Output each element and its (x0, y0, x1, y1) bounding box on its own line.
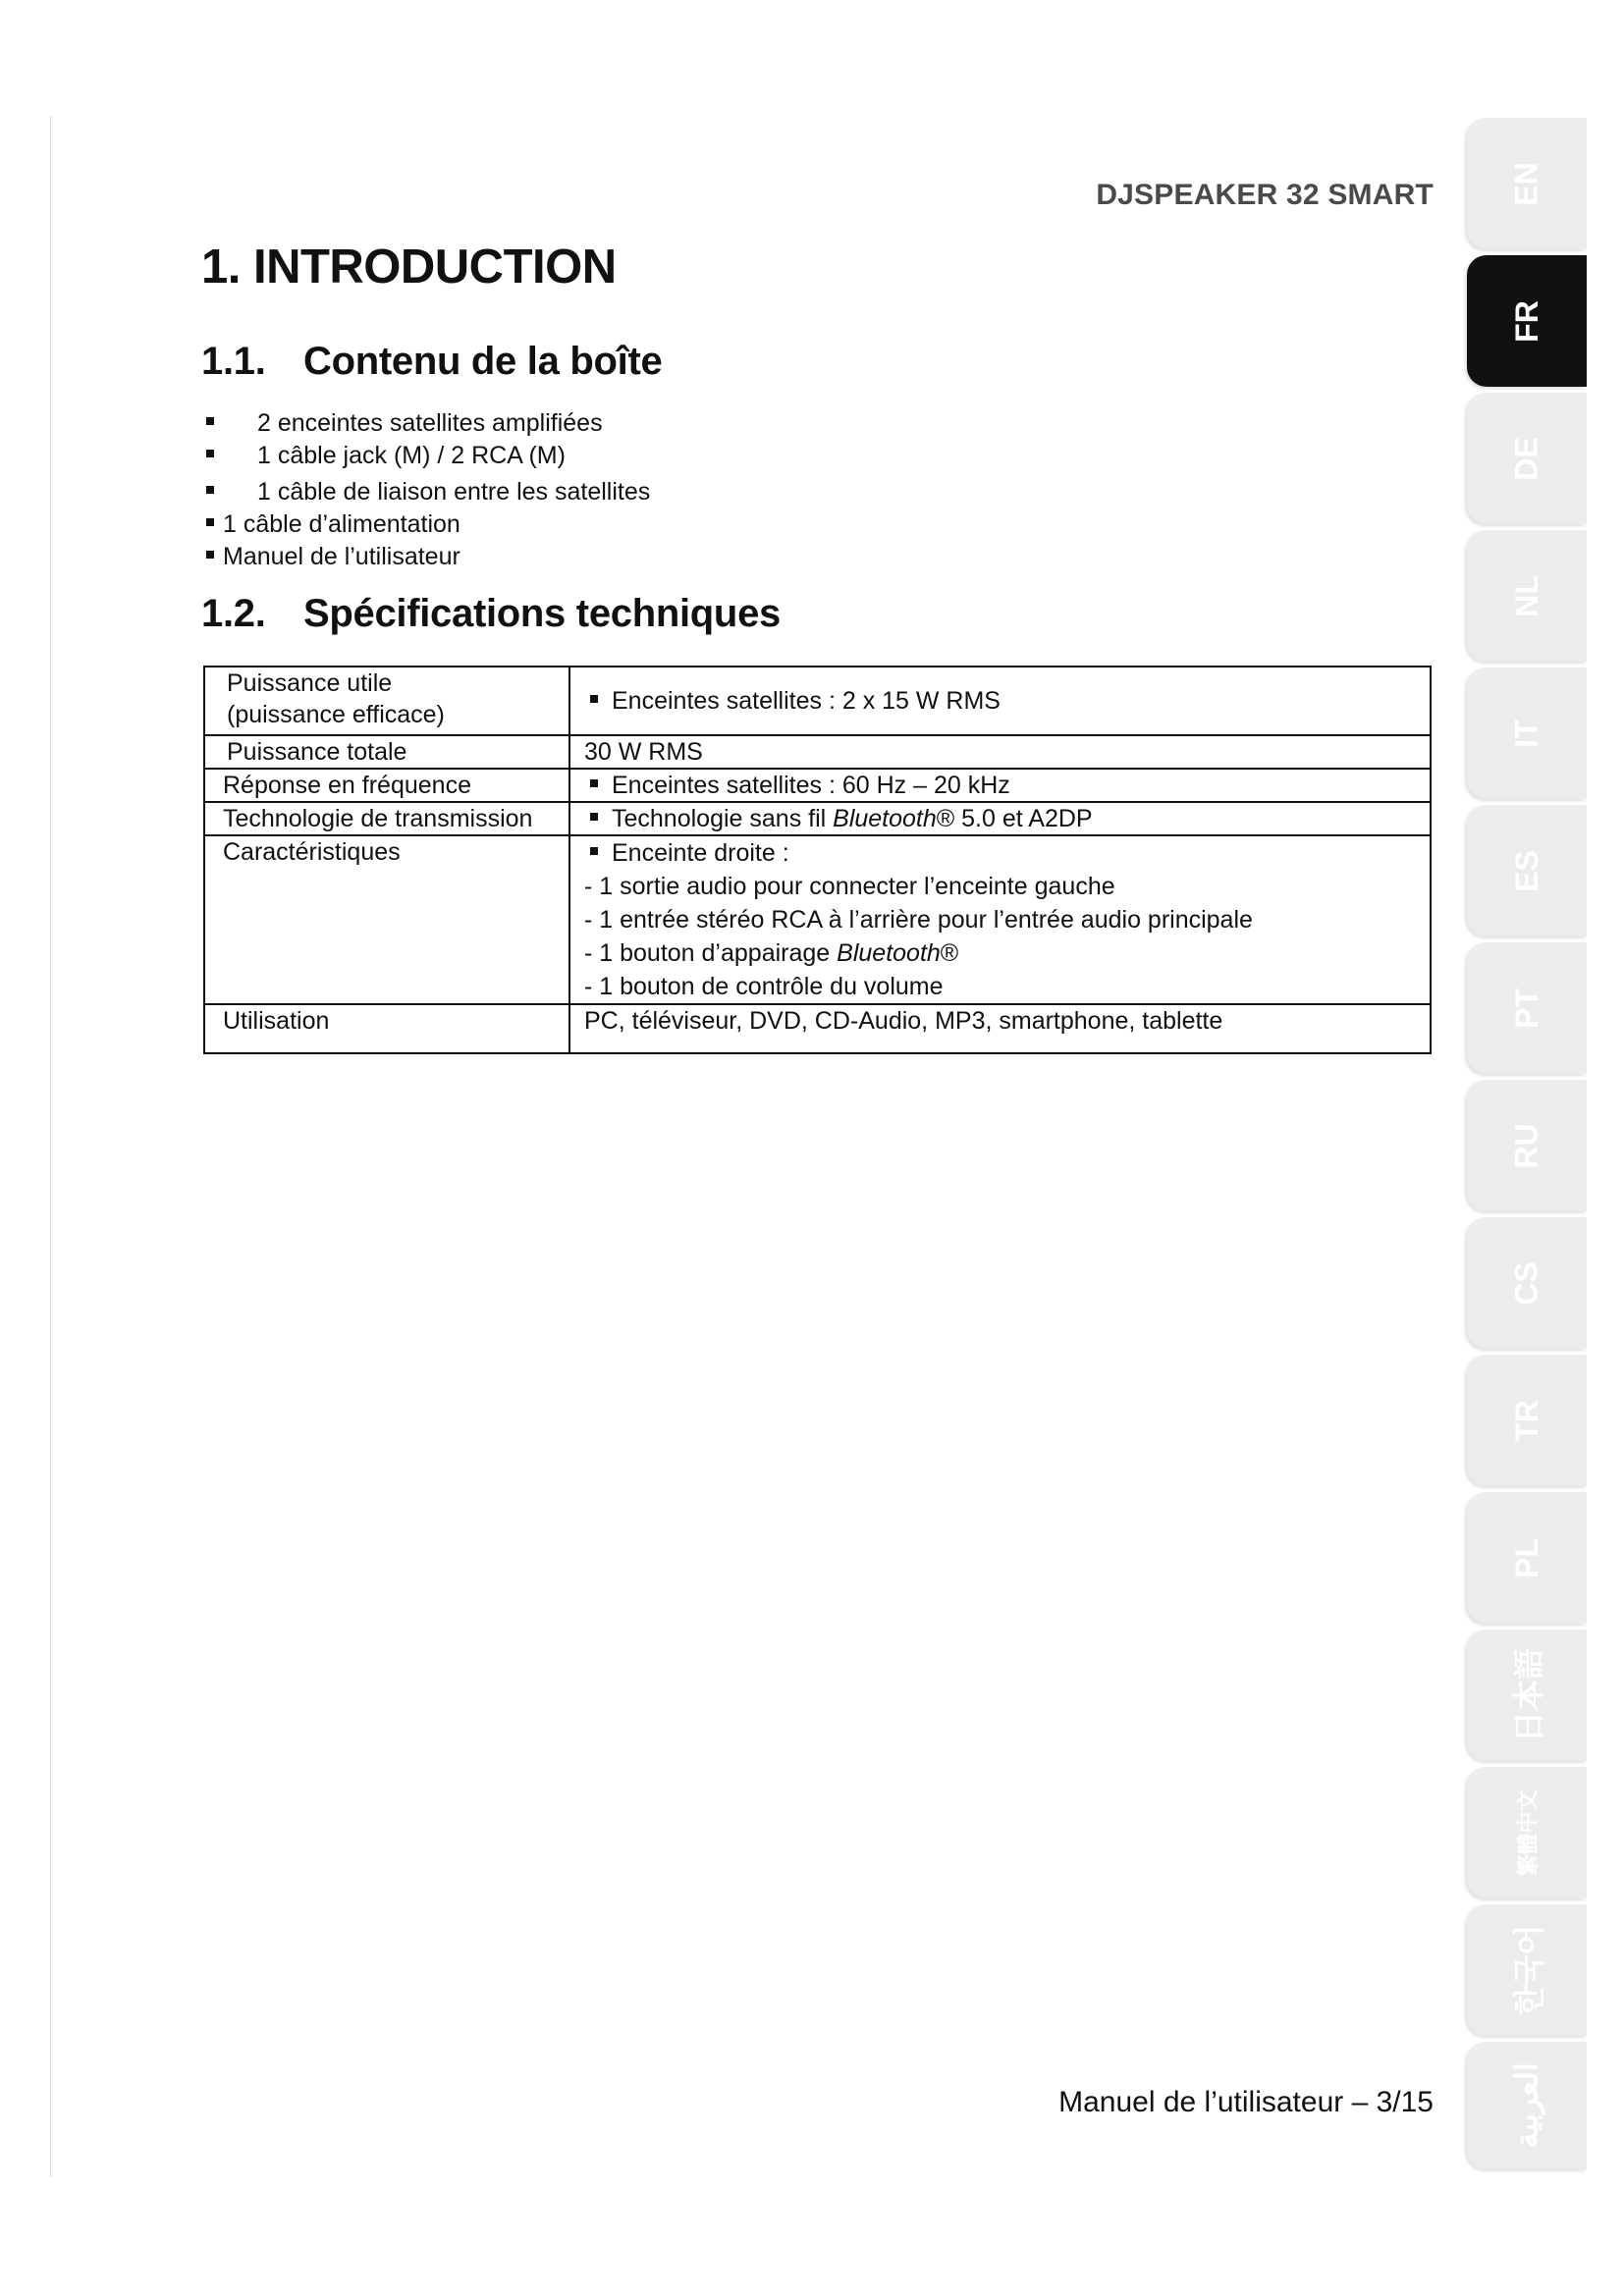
bullet-icon (590, 813, 598, 821)
tab-it[interactable]: IT (1467, 667, 1587, 799)
tab-pl[interactable]: PL (1467, 1492, 1587, 1624)
list-item: 1 câble de liaison entre les satellites (206, 478, 650, 507)
bullet-icon (206, 518, 214, 526)
list-item: Manuel de l’utilisateur (206, 543, 460, 571)
spec-label: Utilisation (204, 1004, 569, 1053)
tab-ko[interactable]: 한국어 (1467, 1904, 1587, 2036)
product-header: DJSPEAKER 32 SMART (1096, 179, 1434, 211)
bullet-icon (206, 551, 214, 559)
tab-ja[interactable]: 日本語 (1467, 1629, 1587, 1761)
section-heading-contents (201, 340, 662, 384)
tab-nl[interactable]: NL (1467, 530, 1587, 662)
spec-value: PC, téléviseur, DVD, CD-Audio, MP3, smartphone, tablette (569, 1004, 1431, 1053)
bullet-icon (206, 417, 214, 425)
tab-de[interactable]: DE (1467, 393, 1587, 524)
spec-label: Caractéristiques (204, 835, 569, 1004)
table-row (204, 769, 1431, 802)
table-row (204, 835, 1431, 1004)
tab-en[interactable]: EN (1467, 118, 1587, 249)
table-row (204, 667, 1431, 735)
spec-label: Réponse en fréquence (204, 769, 569, 802)
spec-value: Enceintes satellites : 2 x 15 W RMS (569, 667, 1431, 735)
list-item: 1 câble jack (M) / 2 RCA (M) (206, 442, 566, 470)
bullet-icon (206, 450, 214, 457)
section-title: Contenu de la boîte (303, 340, 663, 383)
tab-tr[interactable]: TR (1467, 1355, 1587, 1486)
list-item: 1 câble d’alimentation (206, 510, 460, 539)
section-title: Spécifications techniques (303, 592, 781, 635)
left-margin-rule (50, 116, 51, 2177)
bullet-icon (590, 847, 598, 855)
specifications-table (203, 666, 1432, 1054)
table-row (204, 1004, 1431, 1053)
spec-label: Puissance utile (puissance efficace) (204, 667, 569, 735)
bullet-icon (206, 486, 214, 494)
spec-value: Technologie sans fil Bluetooth® 5.0 et A2DP (569, 802, 1431, 835)
section-number: 1.1. (201, 340, 266, 383)
bullet-icon (590, 779, 598, 787)
spec-value: 30 W RMS (569, 735, 1431, 769)
bullet-icon (590, 695, 598, 703)
page-footer: Manuel de l’utilisateur – 3/15 (1058, 2086, 1434, 2118)
tab-es[interactable]: ES (1467, 805, 1587, 936)
tab-zh[interactable]: 繁體中文 (1467, 1767, 1587, 1898)
tab-ru[interactable]: RU (1467, 1080, 1587, 1211)
spec-label: Puissance totale (204, 735, 569, 769)
table-row (204, 735, 1431, 769)
spec-label: Technologie de transmission (204, 802, 569, 835)
section-heading-specs (201, 592, 781, 636)
tab-pt[interactable]: PT (1467, 942, 1587, 1074)
table-row (204, 802, 1431, 835)
spec-value: Enceintes satellites : 60 Hz – 20 kHz (569, 769, 1431, 802)
spec-value: Enceinte droite : - 1 sortie audio pour connecter l’enceinte gauche - 1 entrée stéréo RCA à l’arrière pour l’entrée audio principale - 1 bouton d’appairage Bluetooth® - 1 bouton de contrôle du volume (569, 835, 1431, 1004)
list-item: 2 enceintes satellites amplifiées (206, 409, 603, 438)
chapter-title: 1. INTRODUCTION (201, 240, 617, 294)
tab-cs[interactable]: CS (1467, 1217, 1587, 1349)
section-number: 1.2. (201, 592, 266, 635)
tab-fr[interactable]: FR (1467, 255, 1587, 387)
tab-ar[interactable]: العربية (1467, 2042, 1587, 2169)
